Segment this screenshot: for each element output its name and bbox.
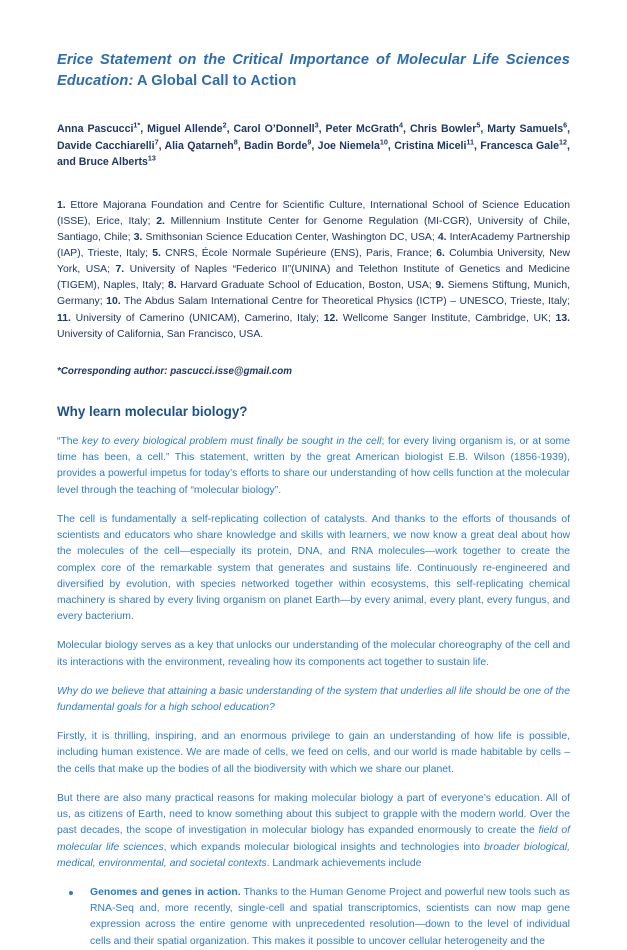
- affiliation-number: 7.: [115, 264, 125, 276]
- author-separator: ,: [311, 139, 318, 152]
- paragraph-cell-catalysts: The cell is fundamentally a self-replicating collection of catalysts. And thanks to the efforts of thousands of scientists and educators who share knowledge and skills with learners, we now know a great deal about how the molecules of the cell—especially its protein, DNA, and RNA molecules—work together to create the complex core of the remarkable system that generates and sustains life. Continuously re-engineered and diversified by evolution, with species networked together within ecosystems, this self-replicating chemical machinery is shared by every living organism on planet Earth—by every animal, every plant, every fungus, and every bacterium.: [57, 513, 570, 623]
- paragraph-practical-reasons: [57, 791, 570, 872]
- author-affiliation-marker: 10: [379, 137, 388, 146]
- author-separator: ,: [318, 123, 326, 136]
- quote-italic-phrase: key to every biological problem must finally be sought in the cell: [81, 435, 382, 447]
- affiliation-number: 3.: [133, 231, 143, 243]
- author-separator: ,: [387, 139, 395, 152]
- affiliation-number: 6.: [436, 248, 445, 260]
- practical-italic-phrase-1: field of molecular life sciences: [57, 825, 570, 853]
- practical-italic-phrase-2: broader biological, medical, environmental, and societal contexts: [57, 841, 570, 869]
- section-heading-why-learn-molecular-biology: Why learn molecular biology?: [57, 403, 248, 419]
- author-affiliation-marker: 12: [559, 137, 568, 146]
- author-name: Francesca Gale: [480, 139, 560, 152]
- quote-trailing-text: ; for every living organism is, or at some time has been, a cell.” This statement, written by the great American biologist E.B. Wilson (1856-1939), provides a powerful impetus for today’s efforts to share our understanding of how cells function at the molecular level through the teaching of “molecular biology”.: [57, 435, 570, 496]
- practical-lead-text: But there are also many practical reasons for making molecular biology a part of everyone’s education. All of us, as citizens of Earth, need to know something about this subject to grapple with the modern world. Over the past decades, the scope of investigation in molecular biology has expanded enormously to create the: [57, 792, 570, 837]
- author-name: Alia Qatarneh: [164, 139, 234, 152]
- author-separator: ,: [567, 123, 571, 136]
- paragraph-firstly-thrilling: Firstly, it is thrilling, inspiring, and an enormous privilege to gain an understanding of how life is possible, including human existence. We are made of cells, we feed on cells, and our world is made habitable by cells – the cells that make up the bodies of all the biodiversity with which we share our planet.: [57, 731, 570, 775]
- affiliation-text: InterAcademy Partnership (IAP), Trieste, Italy;: [57, 231, 570, 260]
- author-separator: ,: [140, 123, 148, 136]
- author-separator: ,: [480, 123, 488, 136]
- affiliation-number: 4.: [437, 231, 447, 243]
- affiliation-number: 12.: [323, 312, 339, 324]
- affiliation-list: [57, 198, 570, 343]
- landmark-achievements-list: [57, 885, 570, 950]
- author-list: [57, 121, 570, 169]
- page-title-subtitle: A Global Call to Action: [133, 72, 297, 89]
- author-affiliation-marker: 13: [147, 153, 156, 163]
- author-affiliation-marker: 4: [399, 120, 403, 130]
- affiliation-text: Smithsonian Science Education Center, Washington DC, USA;: [142, 231, 438, 243]
- quote-lead-text: “The: [57, 435, 82, 447]
- page-title: [57, 50, 570, 91]
- author-affiliation-marker: 8: [233, 137, 238, 146]
- paragraph-molecular-biology-key: Molecular biology serves as a key that unlocks our understanding of the molecular choreography of the cell and its interactions with the environment, revealing how its components act together to sustain life.: [57, 640, 570, 668]
- affiliation-text: The Abdus Salam International Centre for Theoretical Physics (ICTP) – UNESCO, Trieste, Italy;: [120, 296, 570, 308]
- affiliation-text: Siemens Stiftung, Munich, Germany;: [57, 280, 571, 308]
- author-name: Chris Bowler: [409, 123, 477, 136]
- author-name: Marty Samuels: [487, 123, 564, 136]
- author-affiliation-marker: 5: [476, 120, 481, 130]
- author-separator: ,: [158, 139, 165, 152]
- author-name: Badin Borde: [244, 139, 308, 152]
- affiliation-text: University of Camerino (UNICAM), Camerino, Italy;: [70, 312, 324, 324]
- author-affiliation-marker: 3: [314, 120, 319, 130]
- author-name: Bruce Alberts: [78, 155, 148, 168]
- affiliation-text: Wellcome Sanger Institute, Cambridge, UK;: [338, 312, 556, 324]
- corresponding-author-note: *Corresponding author: pascucci.isse@gmail.com: [57, 365, 292, 377]
- list-item-lead: Genomes and genes in action.: [90, 887, 241, 898]
- author-name: Cristina Miceli: [394, 139, 467, 152]
- affiliation-text: Harvard Graduate School of Education, Boston, USA;: [176, 280, 436, 292]
- affiliation-number: 5.: [152, 248, 161, 260]
- list-item: [57, 885, 570, 950]
- author-affiliation-marker: 6: [563, 120, 568, 130]
- affiliation-number: 13.: [555, 312, 570, 324]
- paragraph-why-do-we-believe: Why do we believe that attaining a basic understanding of the system that underlies all life should be one of the fundamental goals for a high school education?: [57, 685, 570, 714]
- author-separator: ,: [474, 139, 481, 152]
- author-affiliation-marker: 2: [222, 120, 227, 130]
- affiliation-text: CNRS, École Normale Supérieure (ENS), Paris, France;: [160, 248, 437, 260]
- author-affiliation-marker: 1*: [133, 120, 141, 130]
- affiliation-text: Millennium Institute Center for Genome Regulation (MI-CGR), University of Chile, Santiago, Chile;: [57, 215, 570, 243]
- author-affiliation-marker: 9: [307, 137, 312, 146]
- affiliation-text: University of California, San Francisco, USA.: [57, 328, 264, 340]
- affiliation-number: 8.: [167, 280, 177, 292]
- author-separator: , and: [57, 139, 570, 168]
- affiliation-text: Columbia University, New York, USA;: [57, 248, 570, 276]
- author-name: Miguel Allende: [147, 123, 223, 136]
- author-name: Peter McGrath: [325, 123, 399, 136]
- affiliation-number: 2.: [156, 215, 165, 227]
- author-separator: ,: [403, 123, 410, 136]
- affiliation-number: 10.: [106, 296, 121, 308]
- practical-trailing-text: . Landmark achievements include: [266, 857, 422, 869]
- author-name: Davide Cacchiarelli: [57, 139, 155, 152]
- author-name: Carol O’Donnell: [233, 123, 315, 136]
- author-affiliation-marker: 11: [466, 137, 475, 146]
- practical-middle-text: , which expands molecular biological insights and technologies into: [163, 841, 484, 853]
- author-separator: ,: [226, 123, 234, 136]
- affiliation-number: 9.: [435, 280, 445, 292]
- list-item-text: Thanks to the Human Genome Project and powerful new tools such as RNA-Seq and, more recently, single-cell and spatial transcriptomics, scientists can now map gene expression across the entire genome with unprecedented resolution—down to the level of individual cells and their spatial organization. This makes it possible to uncover cellular heterogeneity and the: [90, 887, 570, 947]
- author-separator: ,: [237, 139, 245, 152]
- affiliation-text: Ettore Majorana Foundation and Centre for Scientific Culture, International School of Science Education (ISSE), Erice, Italy;: [57, 199, 570, 227]
- author-name: Anna Pascucci: [57, 123, 134, 136]
- paragraph-wilson-quote: [57, 434, 570, 499]
- affiliation-number: 11.: [57, 312, 71, 324]
- affiliation-number: 1.: [57, 199, 66, 211]
- bullet-dot-icon: [69, 891, 73, 895]
- author-affiliation-marker: 7: [154, 137, 159, 146]
- page-title-main: Erice Statement on the Critical Importance of Molecular Life Sciences Education:: [57, 52, 570, 89]
- affiliation-text: University of Naples “Federico II”(UNINA) and Telethon Institute of Genetics and Medicine (TIGEM), Naples, Italy;: [57, 264, 570, 292]
- author-name: Joe Niemela: [317, 139, 380, 152]
